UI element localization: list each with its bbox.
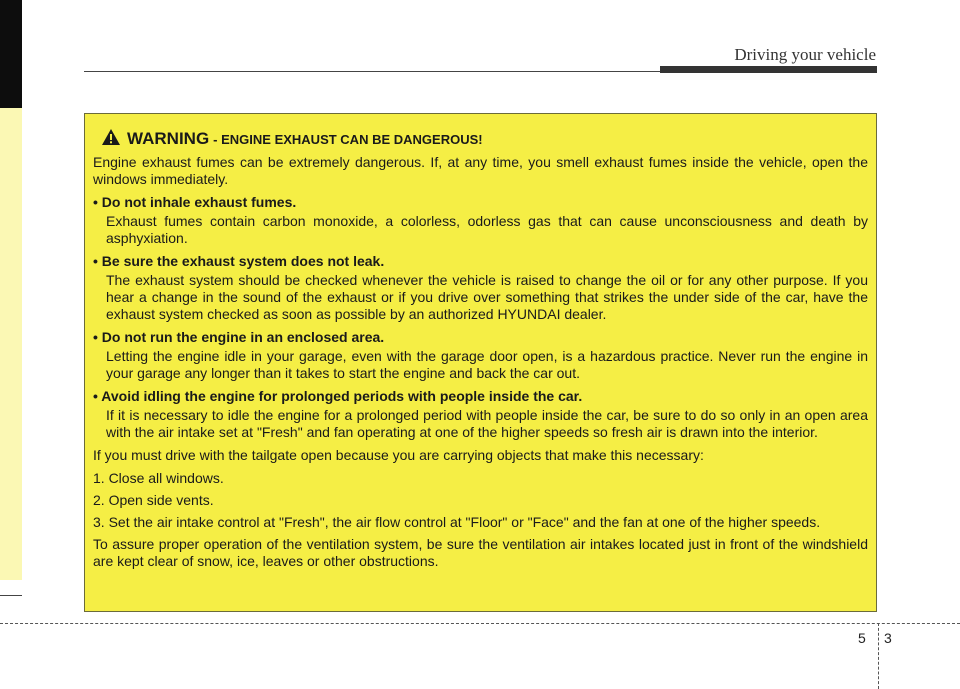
side-tab-dark	[0, 0, 22, 108]
side-tab-light	[0, 108, 22, 580]
warning-triangle-icon	[101, 128, 121, 146]
section-title: Driving your vehicle	[734, 45, 876, 64]
footer-divider	[0, 623, 960, 624]
warning-box	[84, 113, 877, 612]
tailgate-intro: If you must drive with the tailgate open because you are carrying objects that make this necessary:	[93, 447, 704, 463]
side-bottom-rule	[0, 595, 22, 596]
step-item: 3. Set the air intake control at "Fresh", the air flow control at "Floor" or "Face" and the fan at one of the higher speeds.	[93, 514, 821, 530]
bullet-title: • Avoid idling the engine for prolonged periods with people inside the car.	[93, 388, 583, 404]
footer-page-separator	[878, 623, 879, 689]
bullet-body: Exhaust fumes contain carbon monoxide, a colorless, odorless gas that can cause unconsciousness and death by asphyxiation.	[106, 213, 868, 246]
bullet-title: • Do not run the engine in an enclosed area.	[93, 329, 385, 345]
closing-paragraph: To assure proper operation of the ventilation system, be sure the ventilation air intakes located just in front of the windshield are kept clear of snow, ice, leaves or other obstructions.	[93, 536, 868, 569]
bullet-title: • Do not inhale exhaust fumes.	[93, 194, 297, 210]
bullet-body: If it is necessary to idle the engine for a prolonged period with people inside the car, be sure to do so only in an open area with the air intake set at "Fresh" and fan operating at one of the higher speeds so fresh air is drawn into the interior.	[106, 407, 868, 440]
chapter-number: 5	[858, 630, 866, 646]
bullet-title: • Be sure the exhaust system does not leak.	[93, 253, 385, 269]
warning-intro: Engine exhaust fumes can be extremely dangerous. If, at any time, you smell exhaust fumes inside the vehicle, open the windows immediately.	[93, 154, 868, 187]
header-rule	[84, 71, 662, 72]
step-item: 2. Open side vents.	[93, 492, 214, 508]
warning-heading	[101, 126, 868, 148]
bullet-body: Letting the engine idle in your garage, even with the garage door open, is a hazardous practice. Never run the engine in your garage any longer than it takes to start the engine and back the car out.	[106, 348, 868, 381]
warning-label: WARNING	[127, 129, 210, 148]
warning-subtitle: - ENGINE EXHAUST CAN BE DANGEROUS!	[213, 132, 483, 147]
step-item: 1. Close all windows.	[93, 470, 224, 486]
page-number: 3	[884, 630, 892, 646]
header-rule-thick	[660, 66, 877, 73]
bullet-body: The exhaust system should be checked whenever the vehicle is raised to change the oil or for any other purpose. If you hear a change in the sound of the exhaust or if you drive over something that strikes the under side of the car, have the exhaust system checked as soon as possible by an authorized HYUNDAI dealer.	[106, 272, 868, 322]
